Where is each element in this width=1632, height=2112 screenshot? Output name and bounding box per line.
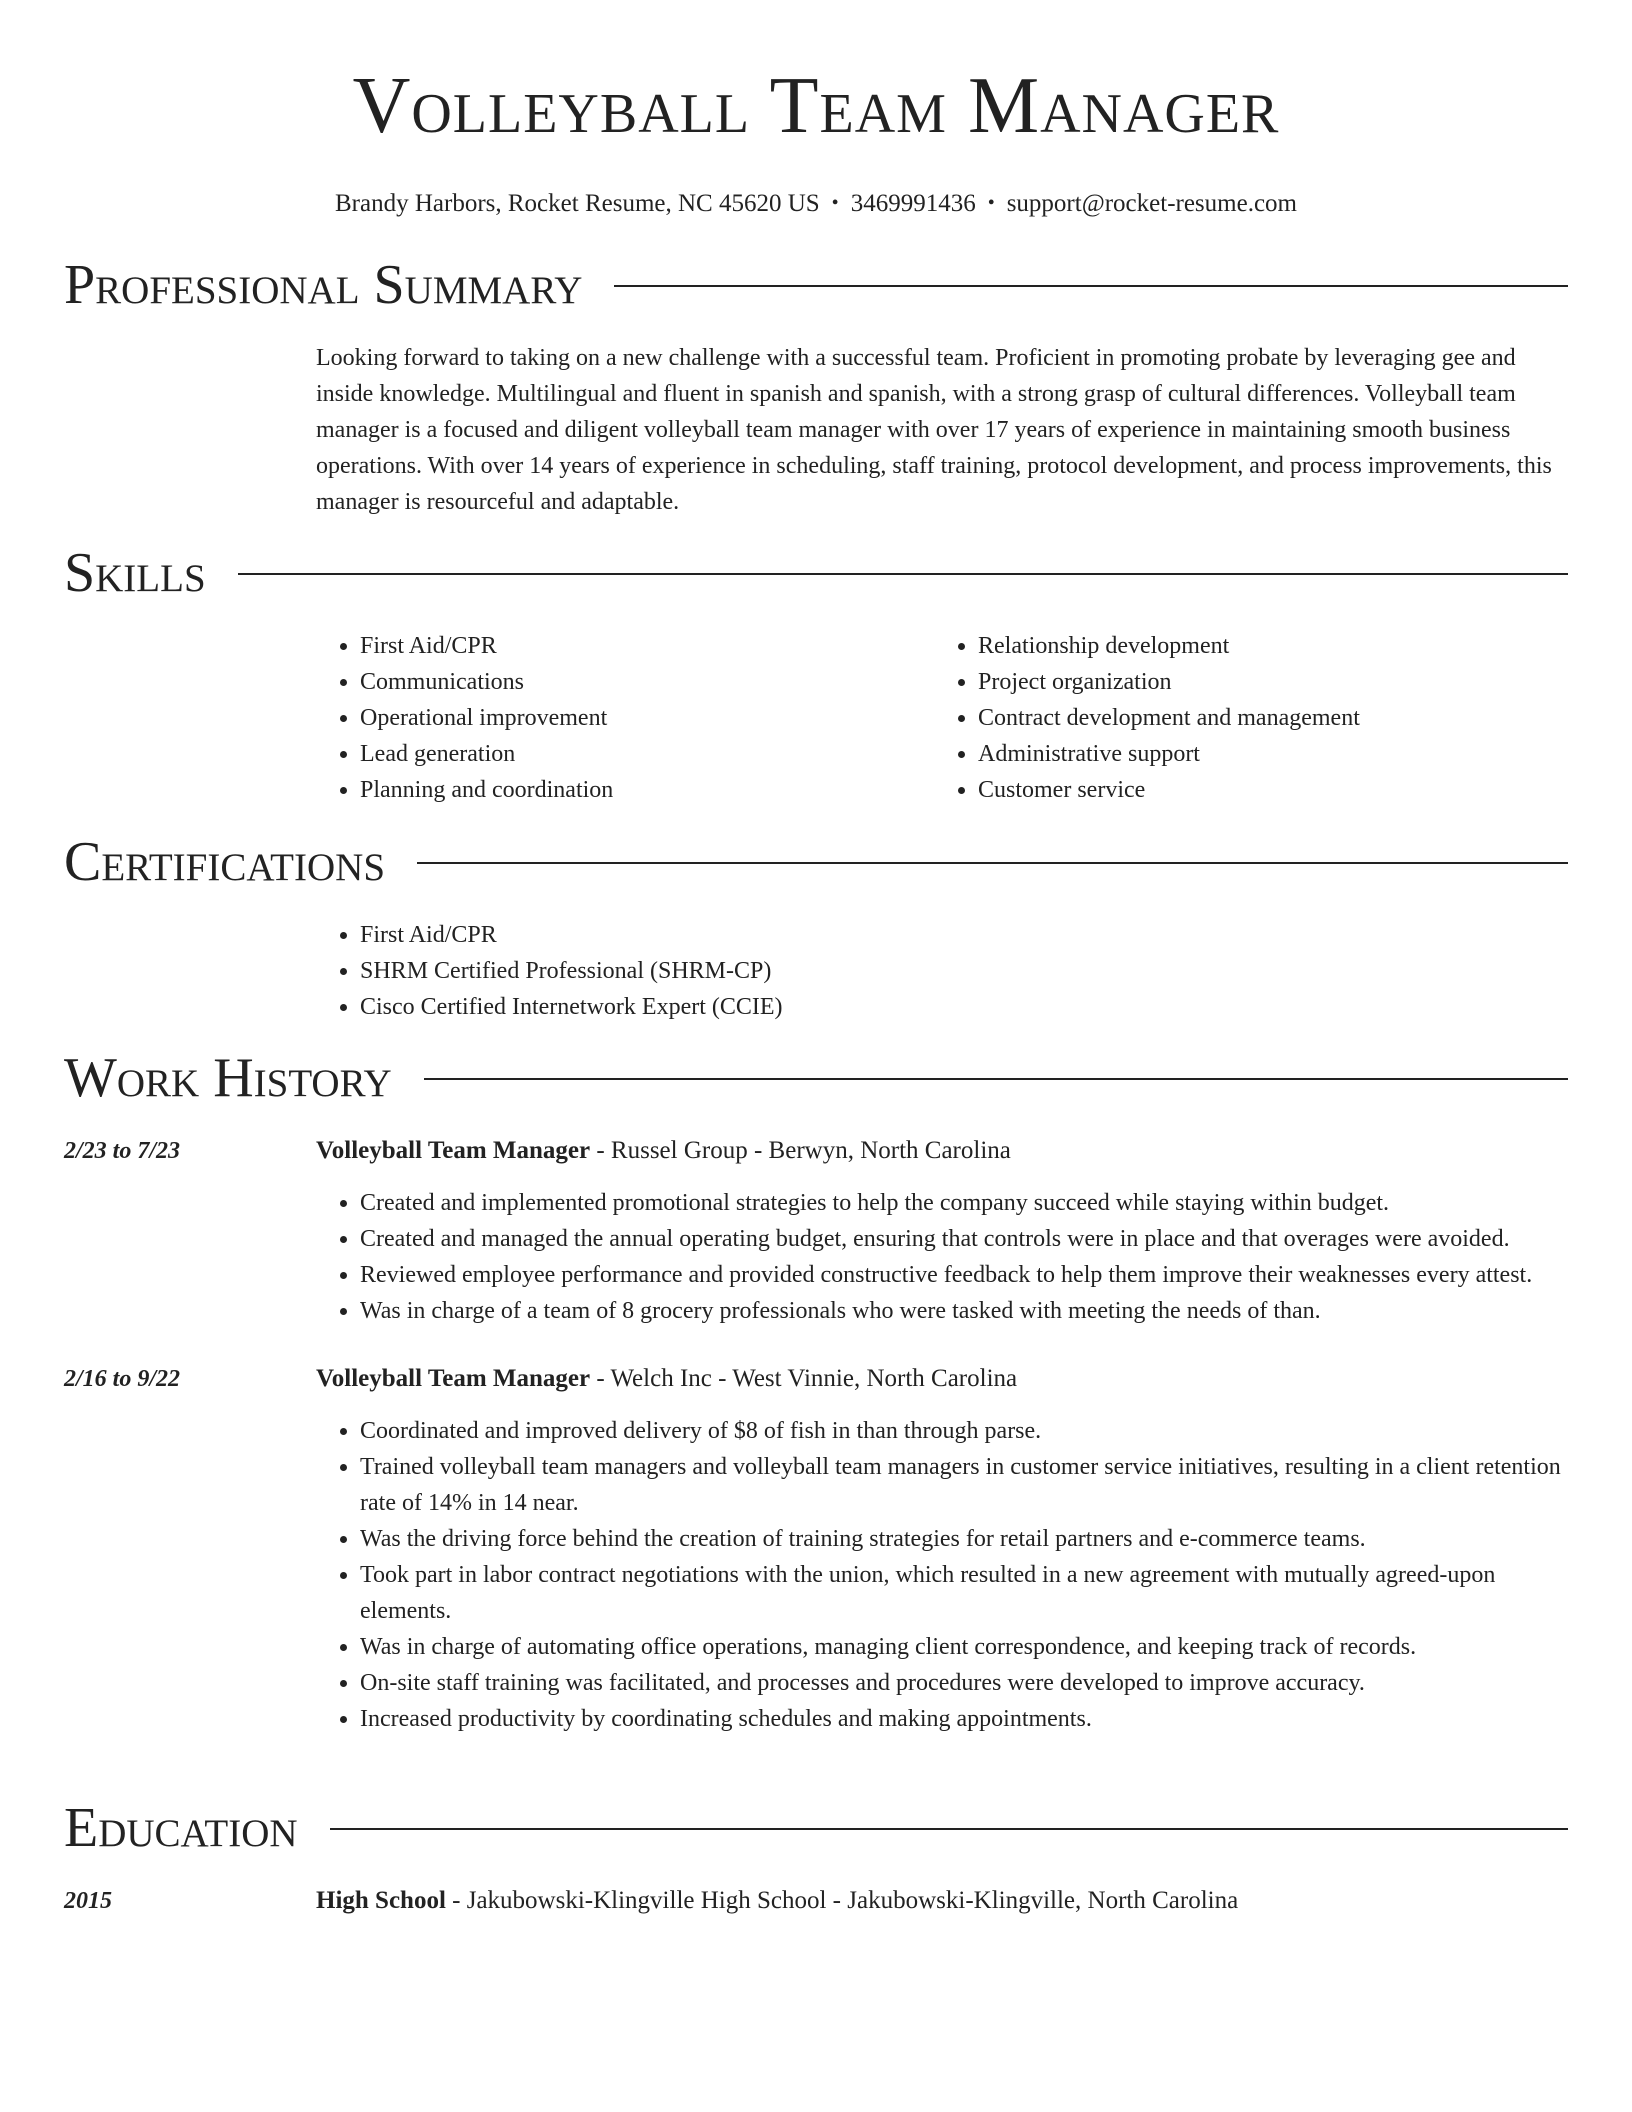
section-heading: [64, 831, 1568, 893]
job-details: - Russel Group - Berwyn, North Carolina: [590, 1137, 1011, 1164]
education-details: - Jakubowski-Klingville High School - Jakubowski-Klingville, North Carolina: [445, 1887, 1239, 1914]
certifications-body: [316, 917, 1568, 1025]
job-bullet: • Was in charge of a team of 8 grocery professionals who were tasked with meeting the needs of than.: [360, 1293, 1568, 1329]
contact-address: Brandy Harbors, Rocket Resume, NC 45620 US: [335, 190, 820, 217]
section-title: Work History: [64, 1047, 392, 1109]
job-content: [316, 1133, 1568, 1329]
job-bullet: • Was in charge of automating office operations, managing client correspondence, and keeping track of records.: [360, 1629, 1568, 1665]
certifications-section: [64, 831, 1568, 1025]
job-bullet: • Trained volleyball team managers and volleyball team managers in customer service initiatives, resulting in a client retention rate of 14% in 14 near.: [360, 1449, 1568, 1521]
certification-item: • First Aid/CPR: [360, 917, 1568, 953]
section-title: Certifications: [64, 831, 386, 893]
education-entry: [64, 1883, 1568, 1919]
skill-item: • Planning and coordination: [360, 772, 934, 808]
summary-section: [64, 254, 1568, 520]
section-heading: [64, 542, 1568, 604]
candidate-name: Volleyball Team Manager: [352, 62, 1280, 150]
section-heading: [64, 1047, 1568, 1109]
skill-item: • Operational improvement: [360, 700, 934, 736]
job-bullet: • Created and managed the annual operating budget, ensuring that controls were in place and that overages were avoided.: [360, 1221, 1568, 1257]
section-rule: [417, 862, 1568, 864]
job-dates: 2/23 to 7/23: [64, 1138, 181, 1164]
certifications-list: [316, 917, 1568, 1025]
skill-item: • Contract development and management: [978, 700, 1552, 736]
job-title-line: [316, 1133, 1568, 1169]
section-title: Professional Summary: [64, 254, 583, 316]
certification-item: • SHRM Certified Professional (SHRM-CP): [360, 953, 1568, 989]
job-bullet: • Created and implemented promotional strategies to help the company succeed while staying within budget.: [360, 1185, 1568, 1221]
job-details: - Welch Inc - West Vinnie, North Carolina: [590, 1365, 1018, 1392]
job-bullet: • Took part in labor contract negotiations with the union, which resulted in a new agreement with mutually agreed-upon elements.: [360, 1557, 1568, 1629]
job-bullet: • Was the driving force behind the creation of training strategies for retail partners and e-commerce teams.: [360, 1521, 1568, 1557]
skills-grid: [316, 628, 1568, 808]
job-role: Volleyball Team Manager: [316, 1137, 591, 1164]
section-title: Skills: [64, 542, 206, 604]
resume-header: [0, 0, 1632, 219]
education-section: [64, 1797, 1568, 1919]
education-year: 2015: [64, 1888, 112, 1914]
job-content: [316, 1361, 1568, 1737]
contact-email: support@rocket-resume.com: [1006, 190, 1297, 217]
section-title: Education: [64, 1797, 298, 1859]
job-role: Volleyball Team Manager: [316, 1365, 591, 1392]
section-rule: [330, 1828, 1568, 1830]
work-history-section: [64, 1047, 1568, 1737]
job-bullet: • Increased productivity by coordinating schedules and making appointments.: [360, 1701, 1568, 1737]
skill-item: • Lead generation: [360, 736, 934, 772]
skill-item: • Customer service: [978, 772, 1552, 808]
section-rule: [238, 573, 1568, 575]
contact-line: [0, 188, 1632, 219]
certification-item: • Cisco Certified Internetwork Expert (CCIE): [360, 989, 1568, 1025]
skill-item: • First Aid/CPR: [360, 628, 934, 664]
job-dates: 2/16 to 9/22: [64, 1366, 181, 1392]
section-rule: [424, 1078, 1568, 1080]
education-title-line: [316, 1883, 1568, 1919]
contact-phone: 3469991436: [850, 190, 976, 217]
skill-item: • Relationship development: [978, 628, 1552, 664]
skill-item: • Project organization: [978, 664, 1552, 700]
section-rule: [614, 285, 1568, 287]
job-bullets: [316, 1413, 1568, 1737]
section-heading: [64, 254, 1568, 316]
job-bullet: • Reviewed employee performance and provided constructive feedback to help them improve their weaknesses every attest.: [360, 1257, 1568, 1293]
contact-separator: •: [831, 192, 839, 214]
education-content: [316, 1883, 1568, 1919]
skill-item: • Administrative support: [978, 736, 1552, 772]
summary-text: Looking forward to taking on a new challenge with a successful team. Proficient in promoting probate by leveraging gee and inside knowledge. Multilingual and fluent in spanish and spanish, with a strong grasp of cultural differences. Volleyball team manager is a focused and diligent volleyball team manager with over 17 years of experience in maintaining smooth business operations. With over 14 years of experience in scheduling, staff training, protocol development, and process improvements, this manager is resourceful and adaptable.: [316, 345, 1552, 515]
job-title-line: [316, 1361, 1568, 1397]
skills-list-left: [316, 628, 934, 808]
summary-body: [316, 340, 1568, 520]
skills-list-right: [934, 628, 1552, 808]
skills-section: [64, 542, 1568, 808]
education-degree: High School: [316, 1887, 446, 1914]
job-entry: [64, 1361, 1568, 1737]
contact-separator: •: [987, 192, 995, 214]
job-bullets: [316, 1185, 1568, 1329]
skill-item: • Communications: [360, 664, 934, 700]
job-entry: [64, 1133, 1568, 1329]
section-heading: [64, 1797, 1568, 1859]
job-bullet: • Coordinated and improved delivery of $8 of fish in than through parse.: [360, 1413, 1568, 1449]
job-bullet: • On-site staff training was facilitated, and processes and procedures were developed to improve accuracy.: [360, 1665, 1568, 1701]
